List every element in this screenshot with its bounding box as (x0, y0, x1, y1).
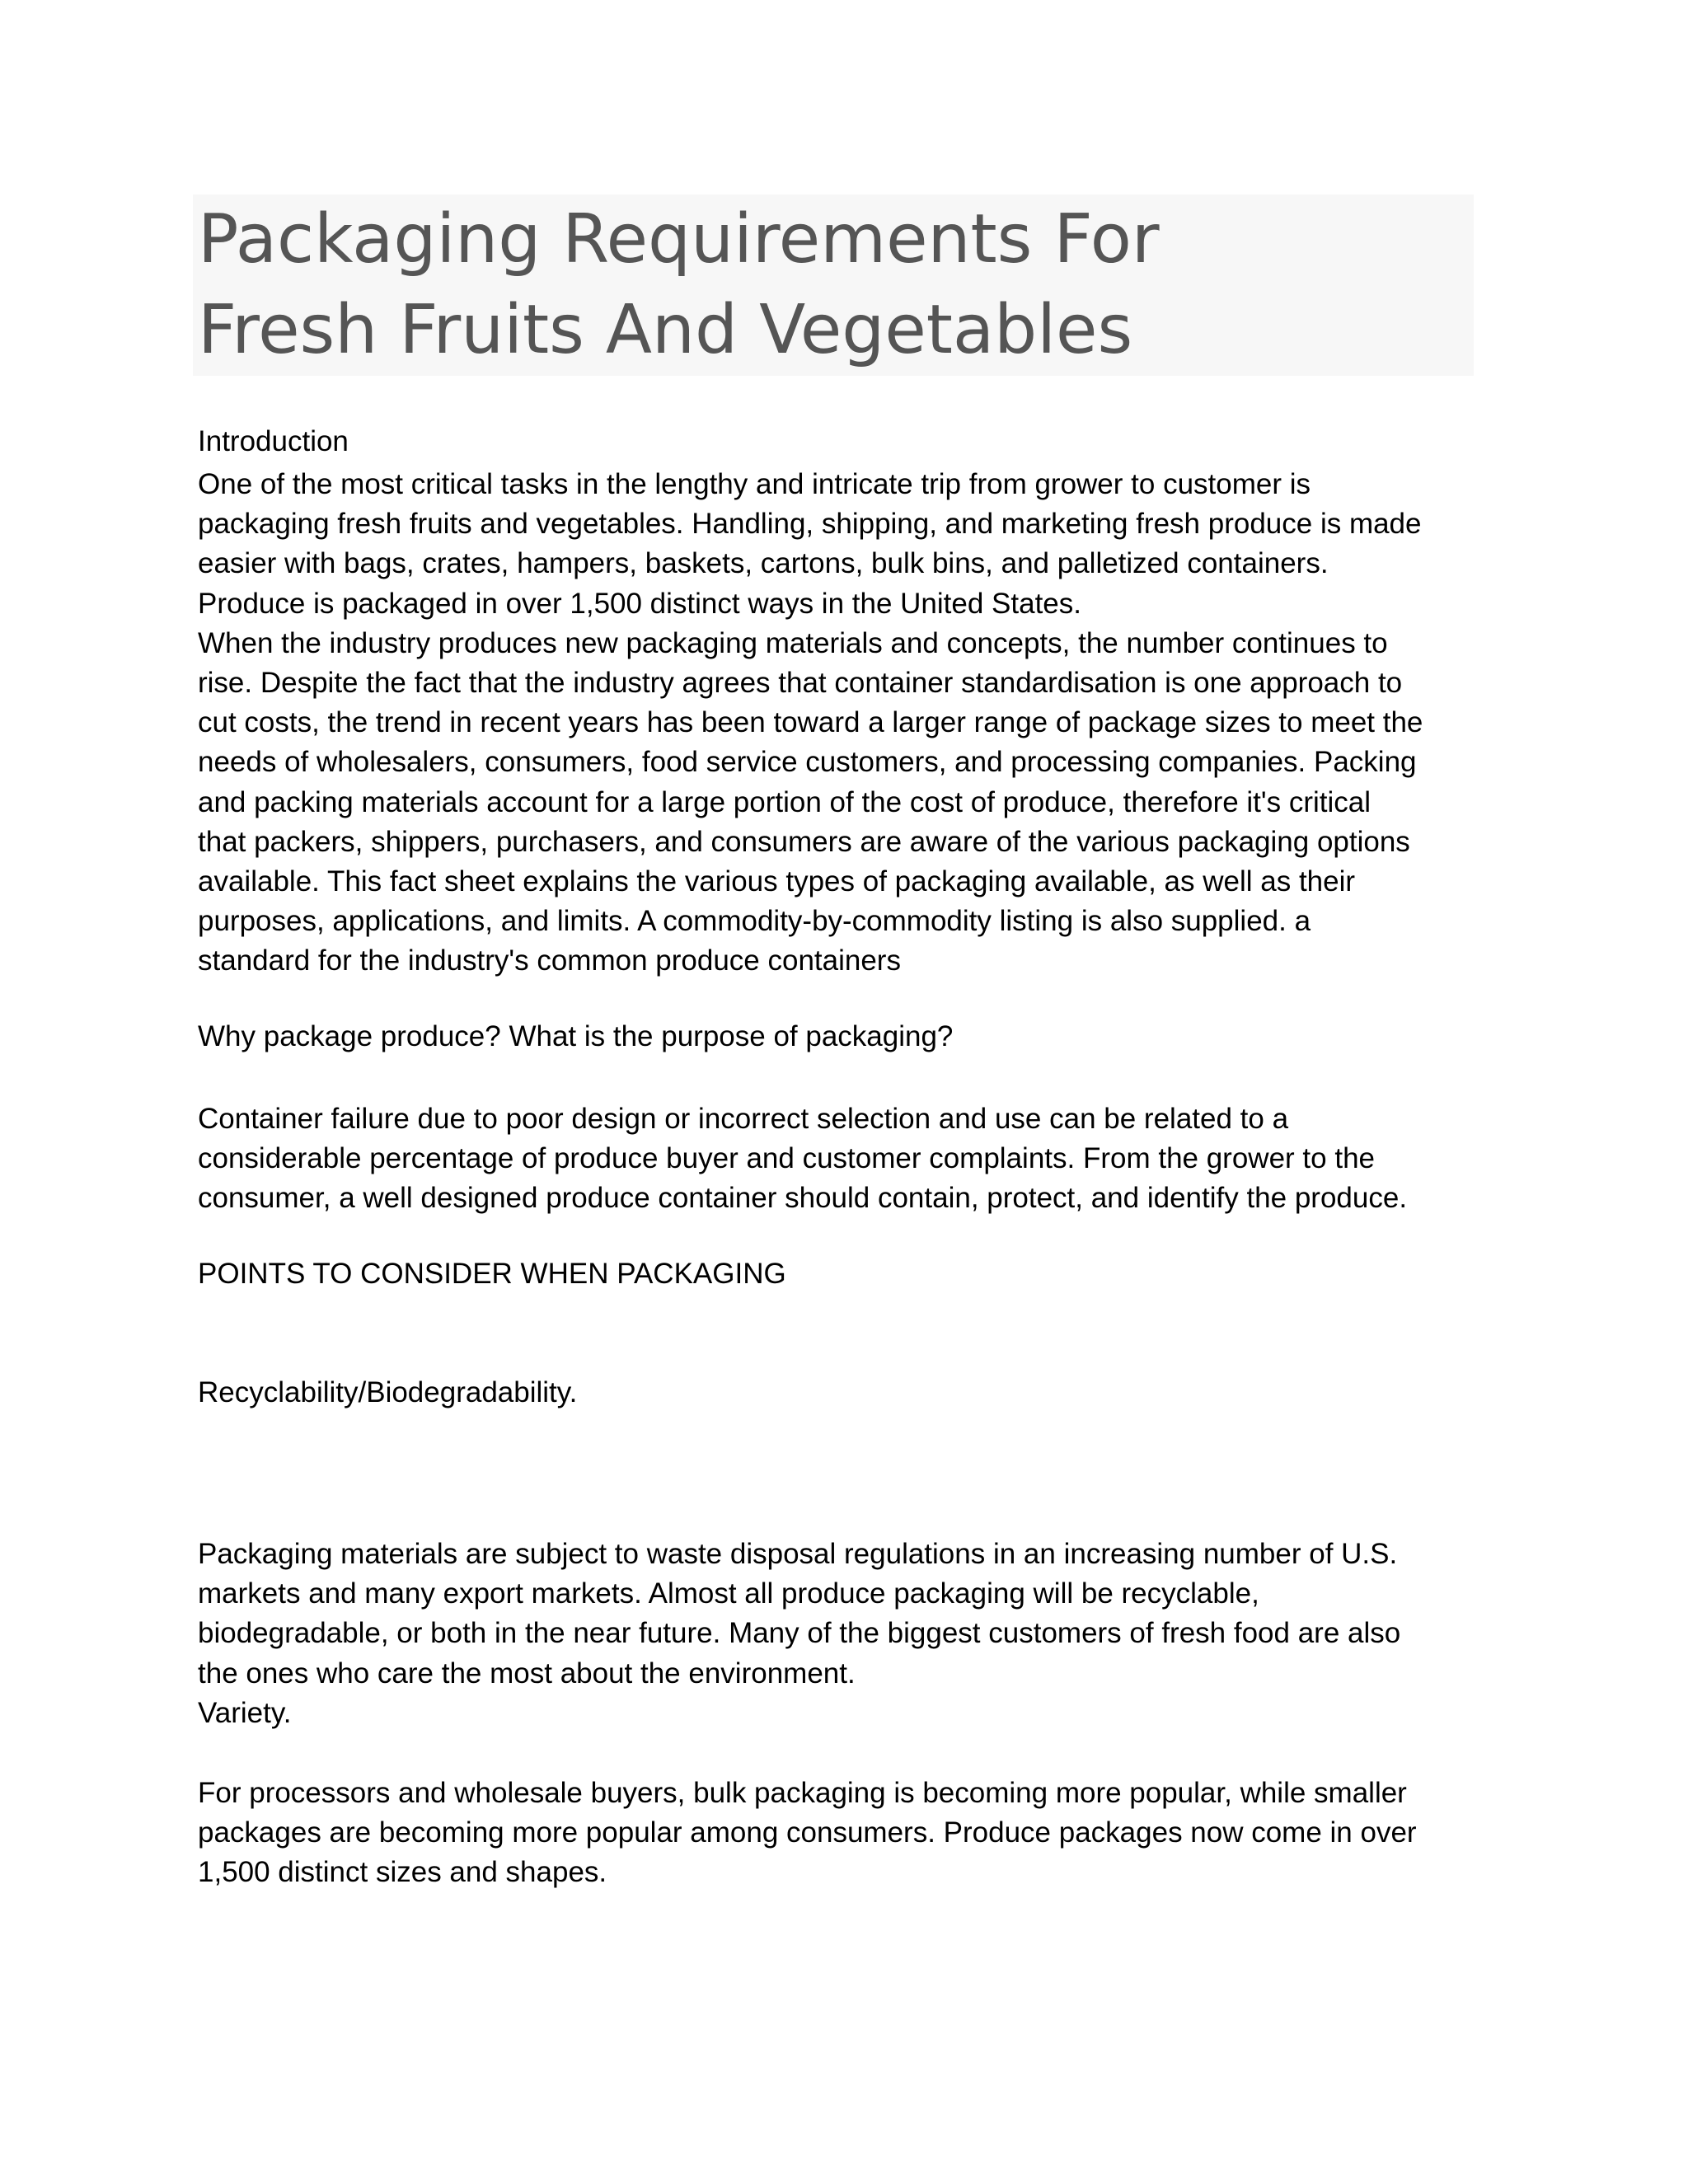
recyclability-paragraph (198, 1535, 1484, 1733)
why-heading: Why package produce? What is the purpose of packaging? (198, 1020, 954, 1052)
intro-line: When the industry produces new packaging materials and concepts, the number continues to (198, 626, 1388, 659)
container-line: considerable percentage of produce buyer and customer complaints. From the grower to the (198, 1142, 1375, 1175)
intro-line: One of the most critical tasks in the lengthy and intricate trip from grower to customer is (198, 468, 1311, 500)
variety-heading: Variety. (198, 1696, 292, 1729)
container-paragraph (198, 1099, 1484, 1219)
recyclability-line: the ones who care the most about the environment. (198, 1657, 856, 1690)
intro-line: rise. Despite the fact that the industry agrees that container standardisation is one approach to (198, 667, 1403, 700)
intro-line: that packers, shippers, purchasers, and consumers are aware of the various packaging options (198, 825, 1410, 858)
intro-line: easier with bags, crates, hampers, baskets, cartons, bulk bins, and palletized containers. (198, 547, 1329, 580)
title-line-2: Fresh Fruits And Vegetables (198, 291, 1133, 369)
recyclability-line: biodegradable, or both in the near future. Many of the biggest customers of fresh food are also (198, 1617, 1401, 1650)
intro-line: standard for the industry's common produce containers (198, 944, 901, 977)
intro-heading: Introduction (198, 425, 349, 457)
variety-line: packages are becoming more popular among consumers. Produce packages now come in over (198, 1816, 1417, 1849)
title-line-1: Packaging Requirements For (198, 200, 1160, 279)
points-heading: POINTS TO CONSIDER WHEN PACKAGING (198, 1258, 786, 1290)
intro-line: Produce is packaged in over 1,500 distinct ways in the United States. (198, 587, 1081, 620)
document-title (193, 194, 1474, 376)
intro-line: needs of wholesalers, consumers, food service customers, and processing companies. Packing (198, 746, 1417, 779)
variety-line: For processors and wholesale buyers, bulk packaging is becoming more popular, while smaller (198, 1777, 1407, 1809)
container-line: consumer, a well designed produce container should contain, protect, and identify the produce. (198, 1182, 1408, 1215)
intro-line: packaging fresh fruits and vegetables. Handling, shipping, and marketing fresh produce is made (198, 508, 1422, 541)
intro-paragraph (198, 465, 1484, 982)
intro-line: cut costs, the trend in recent years has been toward a larger range of package sizes to meet the (198, 706, 1423, 739)
recyclability-line: Packaging materials are subject to waste disposal regulations in an increasing number of U.S. (198, 1538, 1398, 1570)
intro-line: and packing materials account for a large portion of the cost of produce, therefore it's critical (198, 785, 1371, 818)
recyclability-heading: Recyclability/Biodegradability. (198, 1376, 578, 1408)
intro-line: available. This fact sheet explains the various types of packaging available, as well as their (198, 865, 1356, 898)
variety-line: 1,500 distinct sizes and shapes. (198, 1856, 607, 1889)
recyclability-line: markets and many export markets. Almost all produce packaging will be recyclable, (198, 1577, 1259, 1610)
variety-paragraph (198, 1774, 1484, 1893)
intro-line: purposes, applications, and limits. A commodity-by-commodity listing is also supplied. a (198, 905, 1311, 938)
container-line: Container failure due to poor design or incorrect selection and use can be related to a (198, 1103, 1289, 1135)
